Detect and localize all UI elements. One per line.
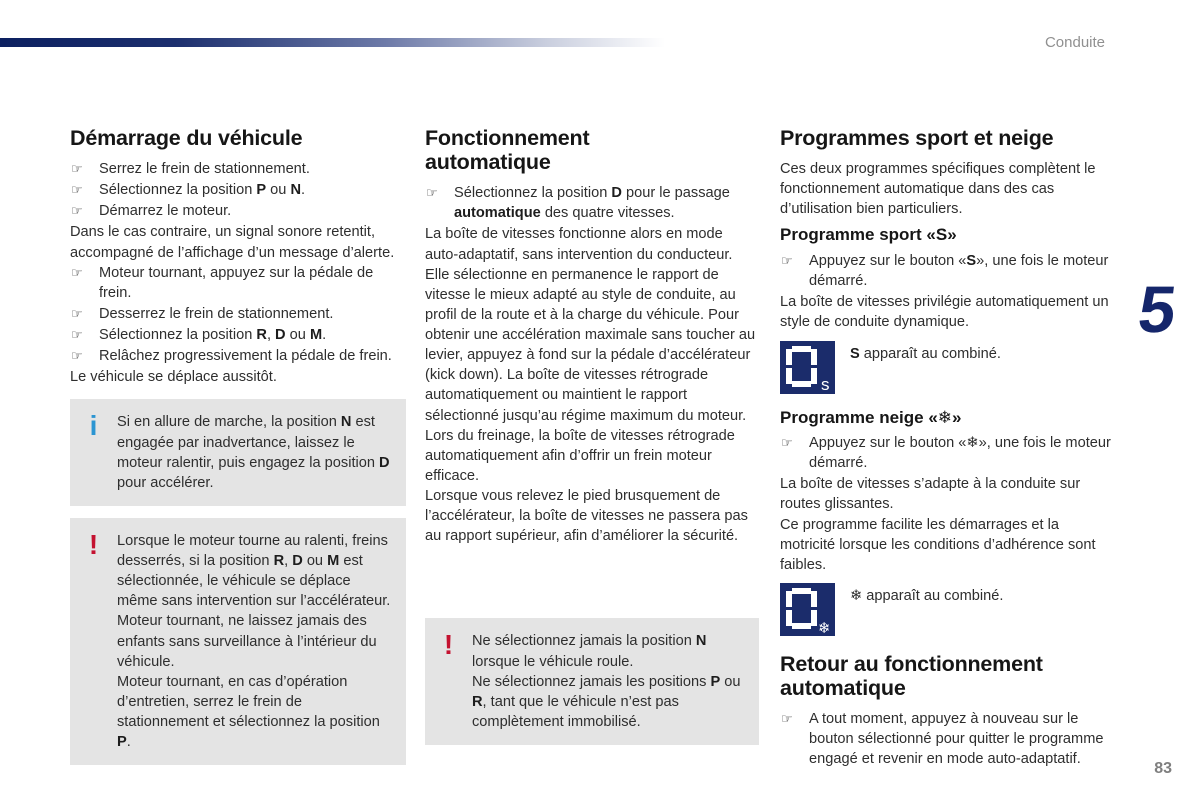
section-label: Conduite bbox=[1044, 34, 1105, 51]
pointing-hand-icon: ☞ bbox=[71, 327, 83, 343]
step-text: Sélectionnez la position D pour le passage automatique des quatre vitesses. bbox=[454, 185, 730, 222]
info-box bbox=[70, 399, 406, 506]
warning-box bbox=[70, 518, 406, 765]
warning-box bbox=[425, 618, 759, 745]
step-list bbox=[780, 433, 1112, 473]
subsection-title-sport: Programme sport «S» bbox=[780, 225, 957, 245]
step-text: Sélectionnez la position R, D ou M. bbox=[99, 327, 327, 344]
pointing-hand-icon: ☞ bbox=[71, 264, 83, 280]
step-text: Démarrez le moteur. bbox=[99, 203, 232, 220]
column-demarrage bbox=[70, 126, 406, 765]
section-title: Programmes sport et neige bbox=[780, 126, 1054, 150]
info-text: Si en allure de marche, la position N est engagée par inadvertance, laissez le moteur ralentir, puis engagez la position D pour accélérer. bbox=[117, 414, 390, 491]
step-text: Desserrez le frein de stationnement. bbox=[99, 305, 334, 322]
pointing-hand-icon: ☞ bbox=[781, 711, 793, 727]
header-gradient-bar bbox=[0, 38, 700, 47]
chapter-number: 5 bbox=[1134, 272, 1181, 346]
warning-icon: ! bbox=[88, 528, 99, 560]
warning-icon: ! bbox=[443, 629, 454, 661]
instruction-step bbox=[70, 263, 406, 303]
page-number: 83 bbox=[1154, 760, 1172, 777]
pointing-hand-icon: ☞ bbox=[71, 348, 83, 364]
sport-display-icon bbox=[780, 341, 835, 394]
sport-indicator-row bbox=[780, 341, 1112, 394]
step-text: A tout moment, appuyez à nouveau sur le bouton sélectionné pour quitter le programme engagé et revenir en mode auto-adaptatif. bbox=[809, 711, 1104, 768]
body-paragraph: Lorsque vous relevez le pied brusquement de l’accélérateur, la boîte de vitesses ne passera pas au rapport supérieur, afin d’améliorer la sécurité. bbox=[425, 488, 748, 545]
warning-text: Lorsque le moteur tourne au ralenti, freins desserrés, si la position R, D ou M est sélectionnée, le véhicule se déplace même sans intervention sur l’accélérateur. bbox=[117, 532, 391, 610]
warning-text: Moteur tournant, en cas d’opération d’entretien, serrez le frein de stationnement et sélectionnez la position P. bbox=[117, 673, 380, 751]
step-list bbox=[425, 183, 759, 223]
column-fonctionnement bbox=[425, 126, 759, 745]
body-paragraph: La boîte de vitesses privilégie automatiquement un style de conduite dynamique. bbox=[780, 294, 1109, 331]
body-paragraph: Le véhicule se déplace aussitôt. bbox=[70, 369, 277, 386]
instruction-step bbox=[70, 346, 406, 366]
instruction-step bbox=[70, 159, 406, 179]
instruction-step bbox=[780, 709, 1112, 769]
snowflake-subscript: ❄ bbox=[818, 619, 831, 636]
pointing-hand-icon: ☞ bbox=[781, 253, 793, 268]
step-text: Moteur tournant, appuyez sur la pédale de frein. bbox=[99, 264, 374, 301]
info-icon: i bbox=[89, 410, 98, 442]
step-text: Appuyez sur le bouton «S», une fois le moteur démarré. bbox=[809, 253, 1109, 290]
subsection-title-neige: Programme neige «❄» bbox=[780, 407, 962, 427]
warning-text: Ne sélectionnez jamais la position N lorsque le véhicule roule. bbox=[472, 633, 707, 670]
step-list bbox=[780, 709, 1112, 769]
instruction-step bbox=[425, 183, 759, 223]
pointing-hand-icon: ☞ bbox=[781, 435, 793, 451]
step-list bbox=[70, 263, 406, 367]
pointing-hand-icon: ☞ bbox=[71, 305, 83, 321]
step-text: Appuyez sur le bouton «❄», une fois le moteur démarré. bbox=[809, 435, 1111, 472]
step-text: Relâchez progressivement la pédale de frein. bbox=[99, 348, 392, 365]
instruction-step bbox=[70, 325, 406, 345]
pointing-hand-icon: ☞ bbox=[71, 161, 83, 177]
step-list bbox=[70, 159, 406, 221]
section-title-retour: Retour au fonctionnement automatique bbox=[780, 651, 1043, 700]
instruction-step bbox=[70, 304, 406, 324]
body-paragraph: Ce programme facilite les démarrages et la motricité lorsque les conditions d’adhérence sont faibles. bbox=[780, 516, 1096, 573]
pointing-hand-icon: ☞ bbox=[71, 203, 83, 219]
section-title: Fonctionnement automatique bbox=[425, 126, 590, 175]
snow-display-icon bbox=[780, 583, 835, 636]
section-title: Démarrage du véhicule bbox=[70, 126, 303, 150]
instruction-step bbox=[70, 201, 406, 221]
step-text: Sélectionnez la position P ou N. bbox=[99, 182, 306, 199]
body-paragraph: La boîte de vitesses s’adapte à la conduite sur routes glissantes. bbox=[780, 476, 1081, 513]
step-list bbox=[780, 251, 1112, 291]
pointing-hand-icon: ☞ bbox=[426, 185, 438, 201]
instruction-step bbox=[780, 251, 1112, 291]
body-paragraph: Ces deux programmes spécifiques complètent le fonctionnement automatique dans des cas d’utilisation bien particuliers. bbox=[780, 161, 1096, 218]
instruction-step bbox=[780, 433, 1112, 473]
snow-indicator-row bbox=[780, 583, 1112, 636]
step-text: Serrez le frein de stationnement. bbox=[99, 161, 310, 178]
body-paragraph: Dans le cas contraire, un signal sonore retentit, accompagné de l’affichage d’un message d’alerte. bbox=[70, 224, 395, 261]
indicator-caption: S apparaît au combiné. bbox=[850, 345, 1001, 362]
instruction-step bbox=[70, 180, 406, 200]
body-paragraph: Lors du freinage, la boîte de vitesses rétrograde automatiquement afin d’offrir un frein moteur efficace. bbox=[425, 427, 735, 484]
indicator-caption: ❄ apparaît au combiné. bbox=[850, 587, 1004, 604]
warning-text: Ne sélectionnez jamais les positions P ou R, tant que le véhicule n’est pas complètement immobilisé. bbox=[472, 673, 741, 730]
pointing-hand-icon: ☞ bbox=[71, 182, 83, 198]
warning-text: Moteur tournant, ne laissez jamais des enfants sans surveillance à l’intérieur du véhicule. bbox=[117, 613, 377, 670]
sport-subscript: s bbox=[821, 374, 830, 394]
column-programmes bbox=[780, 126, 1112, 770]
body-paragraph: La boîte de vitesses fonctionne alors en mode auto-adaptatif, sans intervention du conducteur. Elle sélectionne en permanence le rapport de vitesse le mieux adapté au style de conduite, au profil de la route et à la charge du véhicule. Pour obtenir une accélération maximale sans toucher au levier, appuyez à fond sur la pédale d’accélérateur (kick down). La boîte de vitesses rétrograde automatiquement ou maintient le rapport sélectionné jusqu’au régime maximum du moteur. bbox=[425, 226, 756, 424]
